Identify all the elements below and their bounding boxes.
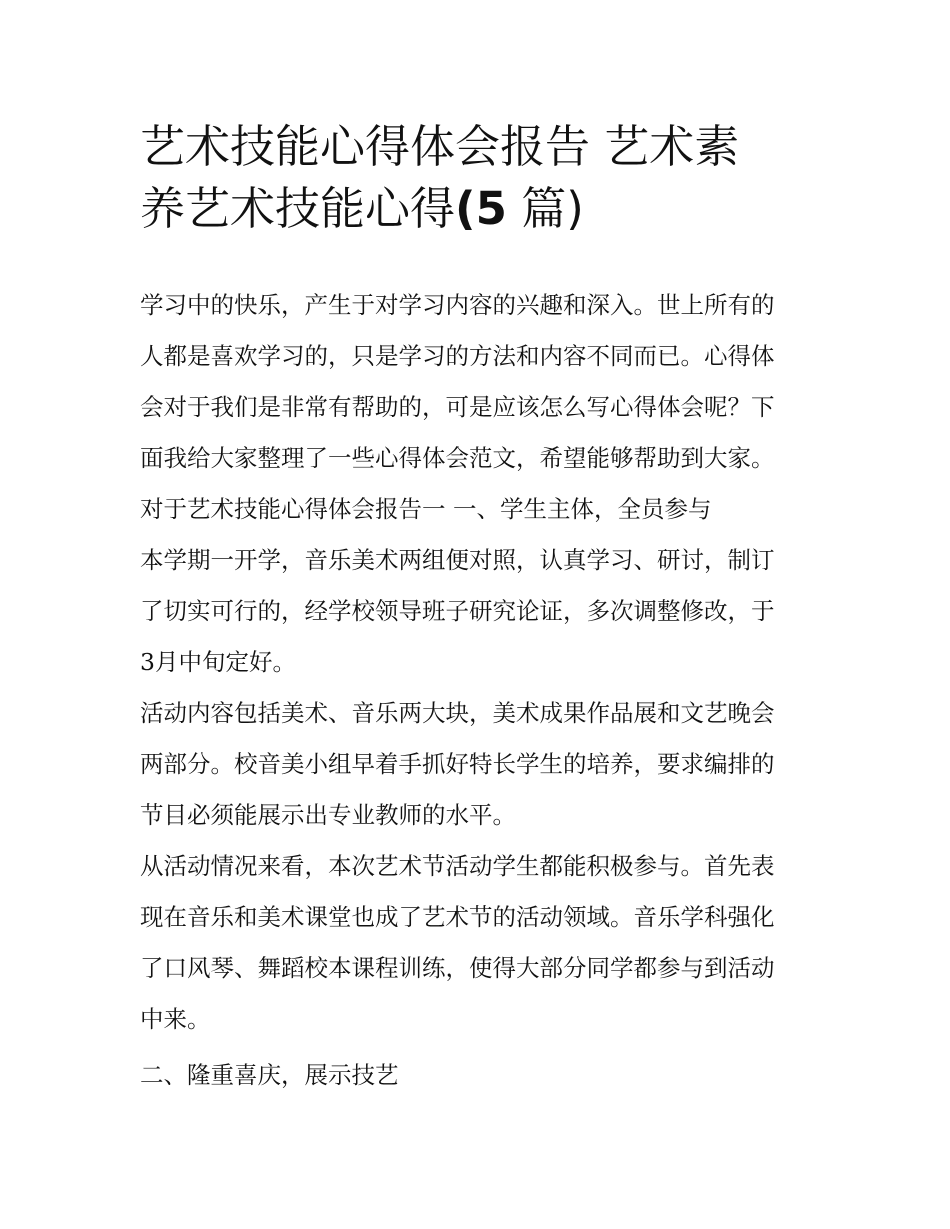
- body-line-11: 节目必须能展示出专业教师的水平。: [140, 801, 516, 829]
- body-line-4: 面我给大家整理了一些心得体会范文，希望能够帮助到大家。: [140, 444, 775, 472]
- document-title: [140, 116, 830, 240]
- body-line-2: 人都是喜欢学习的，只是学习的方法和内容不同而已。心得体: [140, 342, 775, 370]
- body-line-10: 两部分。校音美小组早着手抓好特长学生的培养，要求编排的: [140, 750, 775, 778]
- title-line-2-suffix: 篇): [506, 182, 584, 235]
- body-line-7: 了切实可行的，经学校领导班子研究论证，多次调整修改，于: [140, 597, 775, 625]
- title-line-2: [140, 178, 830, 240]
- body-line-6: 本学期一开学，音乐美术两组便对照，认真学习、研讨，制订: [140, 546, 775, 574]
- section-heading: 二、隆重喜庆，展示技艺: [140, 1061, 399, 1089]
- title-line-2-text: 养艺术技能心得: [140, 182, 456, 235]
- body-line-5: 对于艺术技能心得体会报告一 一、学生主体，全员参与: [140, 495, 712, 523]
- body-line-8: 3月中旬定好。: [140, 648, 296, 676]
- body-line-14: 了口风琴、舞蹈校本课程训练，使得大部分同学都参与到活动: [140, 954, 775, 982]
- body-line-12: 从活动情况来看，本次艺术节活动学生都能积极参与。首先表: [140, 852, 775, 880]
- body-line-15: 中来。: [140, 1005, 211, 1033]
- document-body: [140, 280, 830, 1101]
- body-line-3: 会对于我们是非常有帮助的，可是应该怎么写心得体会呢？下: [140, 393, 775, 421]
- body-line-13: 现在音乐和美术课堂也成了艺术节的活动领域。音乐学科强化: [140, 903, 775, 931]
- body-line-1: 学习中的快乐，产生于对学习内容的兴趣和深入。世上所有的: [140, 291, 775, 319]
- title-line-2-number: (5: [455, 182, 507, 235]
- body-line-9: 活动内容包括美术、音乐两大块，美术成果作品展和文艺晚会: [140, 699, 775, 727]
- title-line-1: 艺术技能心得体会报告 艺术素: [140, 120, 740, 173]
